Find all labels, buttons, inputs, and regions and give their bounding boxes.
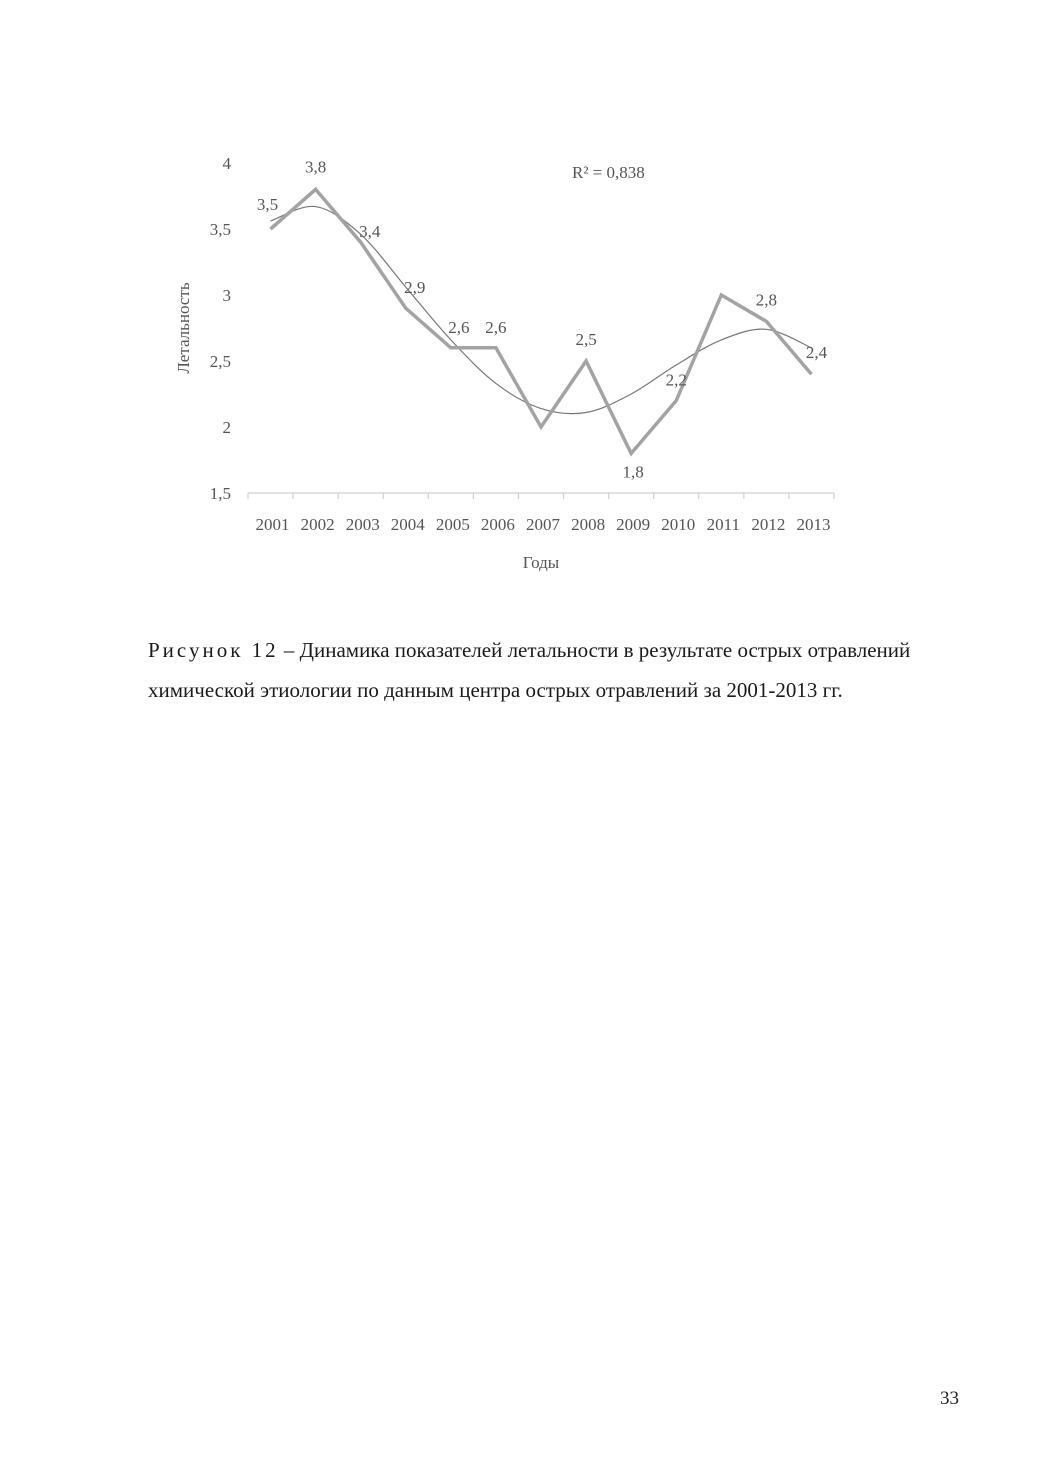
data-label-2001: 3,5 bbox=[256, 195, 279, 214]
x-tick-label-2013: 2013 bbox=[796, 515, 831, 534]
data-label-2008: 2,5 bbox=[575, 330, 597, 349]
data-label-2009: 1,8 bbox=[622, 462, 644, 482]
y-tick-label-4: 2 bbox=[222, 418, 231, 437]
x-axis-title: Годы bbox=[522, 553, 560, 572]
y-tick-label-1: 3,5 bbox=[209, 220, 231, 239]
data-label-2010: 2,2 bbox=[665, 370, 687, 390]
x-tick-label-2005: 2005 bbox=[435, 515, 470, 534]
data-label-2005: 2,6 bbox=[448, 317, 470, 337]
x-tick-label-2006: 2006 bbox=[480, 515, 515, 534]
figure-caption bbox=[148, 630, 968, 710]
data-label-2006: 2,6 bbox=[485, 317, 507, 337]
data-label-2012: 2,8 bbox=[755, 290, 778, 310]
figure-caption-text: – Динамика показателей летальности в результате острых отравлений химической этиологии по данным центра острых отравлений за 2001-2013 гг. bbox=[148, 638, 911, 702]
page-number: 33 bbox=[940, 1388, 959, 1409]
data-label-2002: 3,8 bbox=[304, 157, 327, 177]
x-axis-ticks bbox=[248, 493, 834, 499]
y-axis-ticks bbox=[210, 154, 232, 503]
x-axis-tick-labels bbox=[256, 515, 831, 534]
x-tick-label-2012: 2012 bbox=[751, 515, 786, 534]
data-label-2004: 2,9 bbox=[404, 278, 426, 298]
y-axis-title: Летальность bbox=[174, 282, 193, 374]
series-line-lethality bbox=[271, 189, 812, 453]
x-tick-label-2004: 2004 bbox=[390, 515, 425, 534]
lethality-line-chart bbox=[0, 0, 1040, 600]
x-tick-label-2003: 2003 bbox=[345, 515, 380, 534]
data-labels bbox=[257, 157, 828, 481]
y-tick-label-5: 1,5 bbox=[209, 484, 231, 503]
x-tick-label-2007: 2007 bbox=[526, 515, 560, 534]
trend-line bbox=[271, 206, 812, 413]
figure-caption-label: Рисунок 12 bbox=[148, 638, 279, 662]
x-tick-label-2002: 2002 bbox=[300, 515, 335, 534]
r-squared-label: R² = 0,838 bbox=[572, 163, 645, 182]
y-tick-label-3: 2,5 bbox=[209, 352, 231, 371]
x-tick-label-2001: 2001 bbox=[255, 515, 290, 534]
x-tick-label-2008: 2008 bbox=[571, 515, 606, 534]
x-tick-label-2009: 2009 bbox=[616, 515, 651, 534]
y-tick-label-2: 3 bbox=[222, 286, 231, 305]
x-tick-label-2010: 2010 bbox=[661, 515, 696, 534]
data-label-2013: 2,4 bbox=[805, 343, 828, 363]
y-tick-label-0: 4 bbox=[222, 154, 231, 173]
data-label-2003: 3,4 bbox=[359, 222, 381, 242]
x-tick-label-2011: 2011 bbox=[706, 515, 740, 534]
